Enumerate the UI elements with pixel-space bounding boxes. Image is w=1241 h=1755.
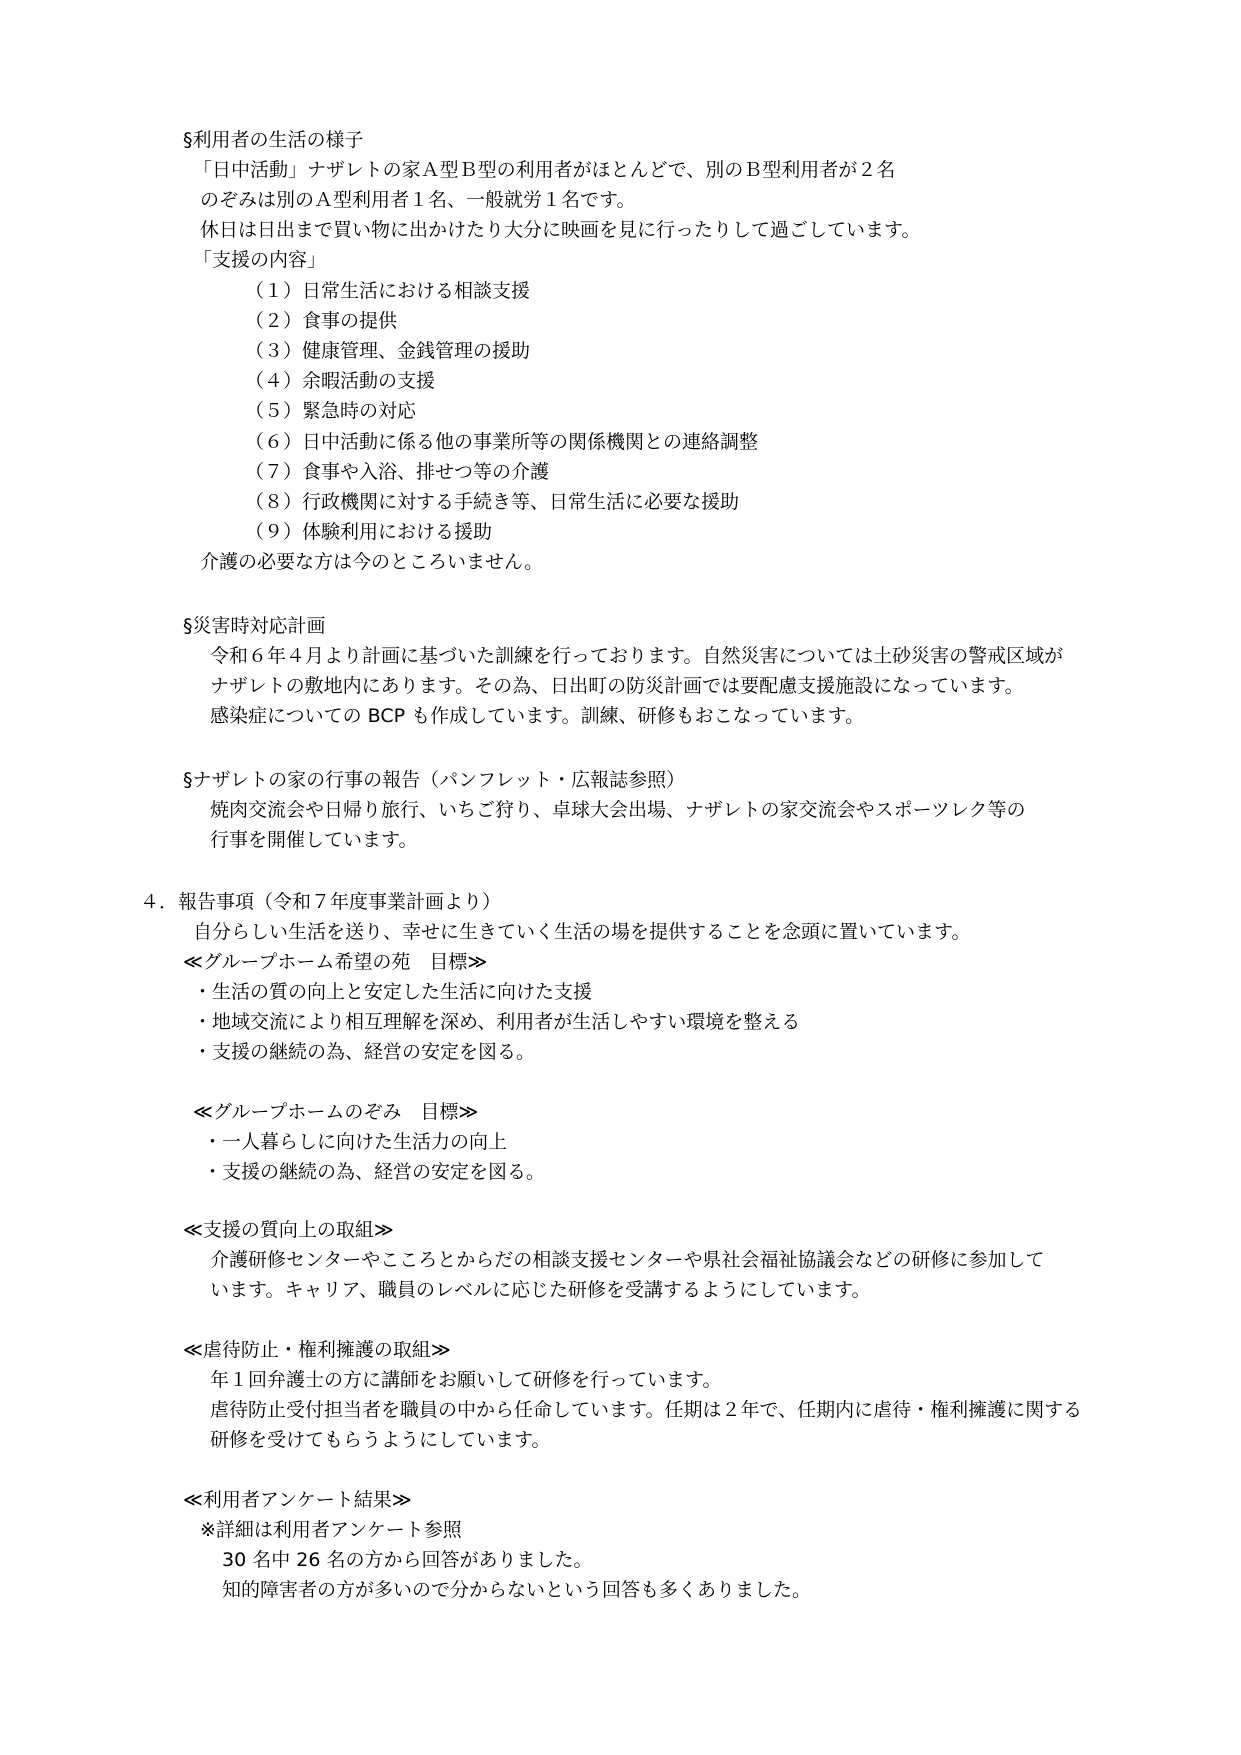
paragraph-line: 年１回弁護士の方に講師をお願いして研修を行っています。 [210,1369,722,1391]
survey-title: ≪利用者アンケート結果≫ [183,1489,412,1511]
goal-title-kibou: ≪グループホーム希望の苑 目標≫ [183,951,488,973]
list-item: （６）日中活動に係る他の事業所等の関係機関との連絡調整 [245,431,759,453]
section-heading-disaster-plan: §災害時対応計画 [183,615,326,637]
list-item: （９）体験利用における援助 [245,521,493,543]
survey-note: ※詳細は利用者アンケート参照 [200,1519,462,1541]
section-heading-daily-life: §利用者の生活の様子 [183,129,364,151]
list-item: （７）食事や入浴、排せつ等の介護 [245,461,550,483]
paragraph-line: 「日中活動」ナザレトの家Ａ型Ｂ型の利用者がほとんどで、別のＢ型利用者が２名 [193,159,896,181]
list-item: （５）緊急時の対応 [245,400,417,422]
paragraph-line: 虐待防止受付担当者を職員の中から任命しています。任期は２年で、任期内に虐待・権利擁護に関する [210,1399,1083,1421]
paragraph-line: 自分らしい生活を送り、幸せに生きていく生活の場を提供することを念頭に置いています。 [193,921,971,943]
paragraph-line: のぞみは別のＡ型利用者１名、一般就労１名です。 [200,189,636,211]
paragraph-line: 行事を開催しています。 [210,829,418,851]
list-item: ・一人暮らしに向けた生活力の向上 [203,1131,508,1153]
paragraph-line: 感染症についての BCP も作成しています。訓練、研修もおこなっています。 [210,705,865,727]
list-item: （３）健康管理、金銭管理の援助 [245,340,531,362]
list-item: ・支援の継続の為、経営の安定を図る。 [203,1161,546,1183]
section-heading-events: §ナザレトの家の行事の報告（パンフレット・広報誌参照） [183,769,686,791]
quality-title: ≪支援の質向上の取組≫ [183,1219,394,1241]
goal-title-nozomi: ≪グループホームのぞみ 目標≫ [193,1101,479,1123]
list-item: （８）行政機関に対する手続き等、日常生活に必要な援助 [245,491,740,513]
list-item: ・生活の質の向上と安定した生活に向けた支援 [193,981,593,1003]
list-item: ・支援の継続の為、経営の安定を図る。 [193,1041,536,1063]
paragraph-line: 介護研修センターやこころとからだの相談支援センターや県社会福祉協議会などの研修に参加して [210,1249,1045,1271]
list-item: （１）日常生活における相談支援 [245,280,531,302]
paragraph-line: 介護の必要な方は今のところいません。 [200,551,544,573]
paragraph-line: 焼肉交流会や日帰り旅行、いちご狩り、卓球大会出場、ナザレトの家交流会やスポーツレク等の [210,799,1026,821]
abuse-prevention-title: ≪虐待防止・権利擁護の取組≫ [183,1339,451,1361]
paragraph-line: 令和６年４月より計画に基づいた訓練を行っております。自然災害については土砂災害の警戒区域が [210,645,1064,667]
list-item: （４）余暇活動の支援 [245,370,436,392]
paragraph-line: 研修を受けてもらうようにしています。 [210,1429,551,1451]
paragraph-line: 30 名中 26 名の方から回答がありました。 [222,1549,593,1571]
paragraph-line: ナザレトの敷地内にあります。その為、日出町の防災計画では要配慮支援施設になっています。 [210,675,1024,697]
paragraph-line: 知的障害者の方が多いので分からないという回答も多くありました。 [222,1579,812,1601]
paragraph-line: 休日は日出まで買い物に出かけたり大分に映画を見に行ったりして過ごしています。 [200,219,921,241]
section-heading-report: ４．報告事項（令和７年度事業計画より） [140,891,502,913]
support-content-title: 「支援の内容」 [193,249,327,271]
paragraph-line: います。キャリア、職員のレベルに応じた研修を受講するようにしています。 [210,1279,871,1301]
list-item: ・地域交流により相互理解を深め、利用者が生活しやすい環境を整える [193,1011,801,1033]
list-item: （２）食事の提供 [245,310,398,332]
